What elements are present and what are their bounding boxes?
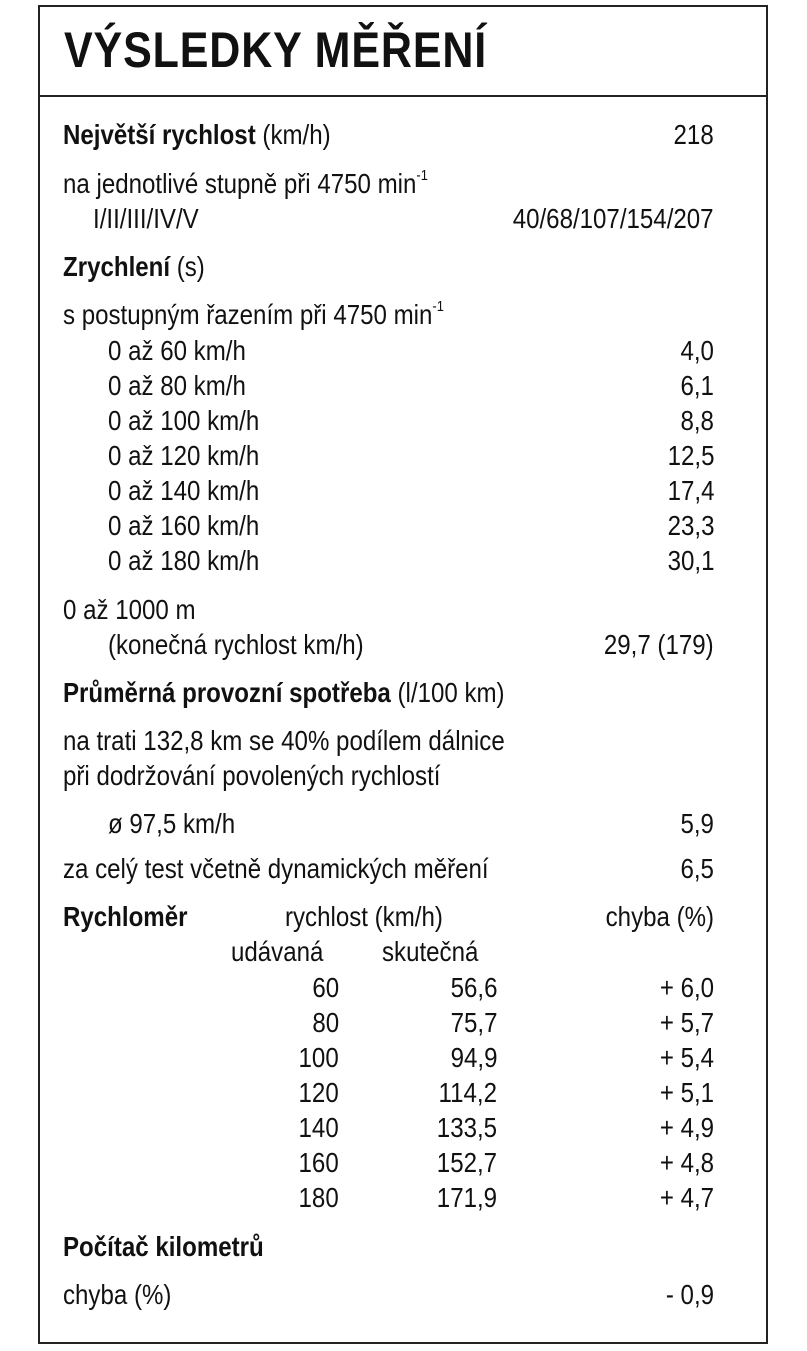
max-speed-label: Největší rychlost [63,119,256,150]
speedometer-actual: 75,7 [450,1007,497,1038]
acceleration-sup: -1 [432,298,444,315]
actual-header: skutečná [382,936,479,967]
gears-value: 40/68/107/154/207 [513,203,714,234]
consumption-total-label: za celý test včetně dynamických měření [63,853,489,884]
acceleration-heading [63,253,205,281]
accel-row-value: 6,1 [680,370,714,401]
speedometer-error: + 6,0 [659,972,714,1003]
speedometer-indicated: 180 [298,1182,339,1213]
consumption-label: Průměrná provozní spotřeba [63,677,391,708]
max-speed-unit: (km/h) [262,119,331,150]
error-header: chyba (%) [605,901,714,932]
accel-row-label: 0 až 160 km/h [108,510,260,541]
speedometer-error: + 4,9 [659,1112,714,1143]
max-speed-heading [63,121,331,149]
accel-row-value: 8,8 [680,405,714,436]
acceleration-label: Zrychlení [63,251,171,282]
accel-row-value: 12,5 [667,440,714,471]
consumption-unit: (l/100 km) [397,677,505,708]
speedometer-error: + 5,7 [659,1007,714,1038]
odometer-error-label: chyba (%) [63,1279,172,1310]
acceleration-subheading [63,298,444,330]
speedometer-actual: 133,5 [436,1112,497,1143]
title-bar [40,7,766,97]
speedometer-error: + 5,1 [659,1077,714,1108]
page-title: VÝSLEDKY MĚŘENÍ [64,22,488,78]
speedometer-actual: 94,9 [450,1042,497,1073]
km-label: 0 až 1000 m [63,594,196,625]
accel-row-value: 30,1 [667,545,714,576]
odometer-error-value: - 0,9 [665,1279,714,1310]
accel-row-label: 0 až 60 km/h [108,335,246,366]
accel-row-label: 0 až 140 km/h [108,475,260,506]
gears-sup: -1 [416,167,428,184]
accel-row-label: 0 až 180 km/h [108,545,260,576]
speedometer-actual: 152,7 [436,1147,497,1178]
speedometer-actual: 56,6 [450,972,497,1003]
acceleration-unit: (s) [176,251,205,282]
speedometer-actual: 114,2 [438,1077,497,1108]
odometer-label: Počítač kilometrů [63,1231,264,1262]
accel-row-label: 0 až 80 km/h [108,370,246,401]
gears-heading [63,167,428,199]
consumption-avg-label: ø 97,5 km/h [108,808,236,839]
speedometer-error: + 4,7 [659,1182,714,1213]
km-sub-label: (konečná rychlost km/h) [108,629,364,660]
consumption-avg-value: 5,9 [680,808,714,839]
speedometer-error: + 5,4 [659,1042,714,1073]
speedometer-indicated: 100 [298,1042,339,1073]
speedometer-indicated: 160 [298,1147,339,1178]
speedometer-error: + 4,8 [659,1147,714,1178]
accel-row-label: 0 až 100 km/h [108,405,260,436]
accel-row-value: 23,3 [667,510,714,541]
consumption-total-value: 6,5 [680,853,714,884]
consumption-heading [63,679,505,707]
speed-header: rychlost (km/h) [285,901,443,932]
speedometer-indicated: 120 [298,1077,339,1108]
accel-row-label: 0 až 120 km/h [108,440,260,471]
gears-label: I/II/III/IV/V [93,203,199,234]
speedometer-indicated: 140 [298,1112,339,1143]
accel-row-value: 4,0 [680,335,714,366]
accel-row-value: 17,4 [667,475,714,506]
speedometer-indicated: 60 [312,972,339,1003]
acceleration-prefix: s postupným řazením při 4750 min [63,299,433,330]
max-speed-value: 218 [673,119,714,150]
speedometer-actual: 171,9 [436,1182,497,1213]
consumption-line-2: při dodržování povolených rychlostí [63,760,441,791]
speedometer-indicated: 80 [312,1007,339,1038]
speedometer-label: Rychloměr [63,901,188,932]
consumption-line-1: na trati 132,8 km se 40% podílem dálnice [63,725,505,756]
gears-prefix: na jednotlivé stupně při 4750 min [63,168,417,199]
km-value: 29,7 (179) [604,629,714,660]
indicated-header: udávaná [231,936,324,967]
